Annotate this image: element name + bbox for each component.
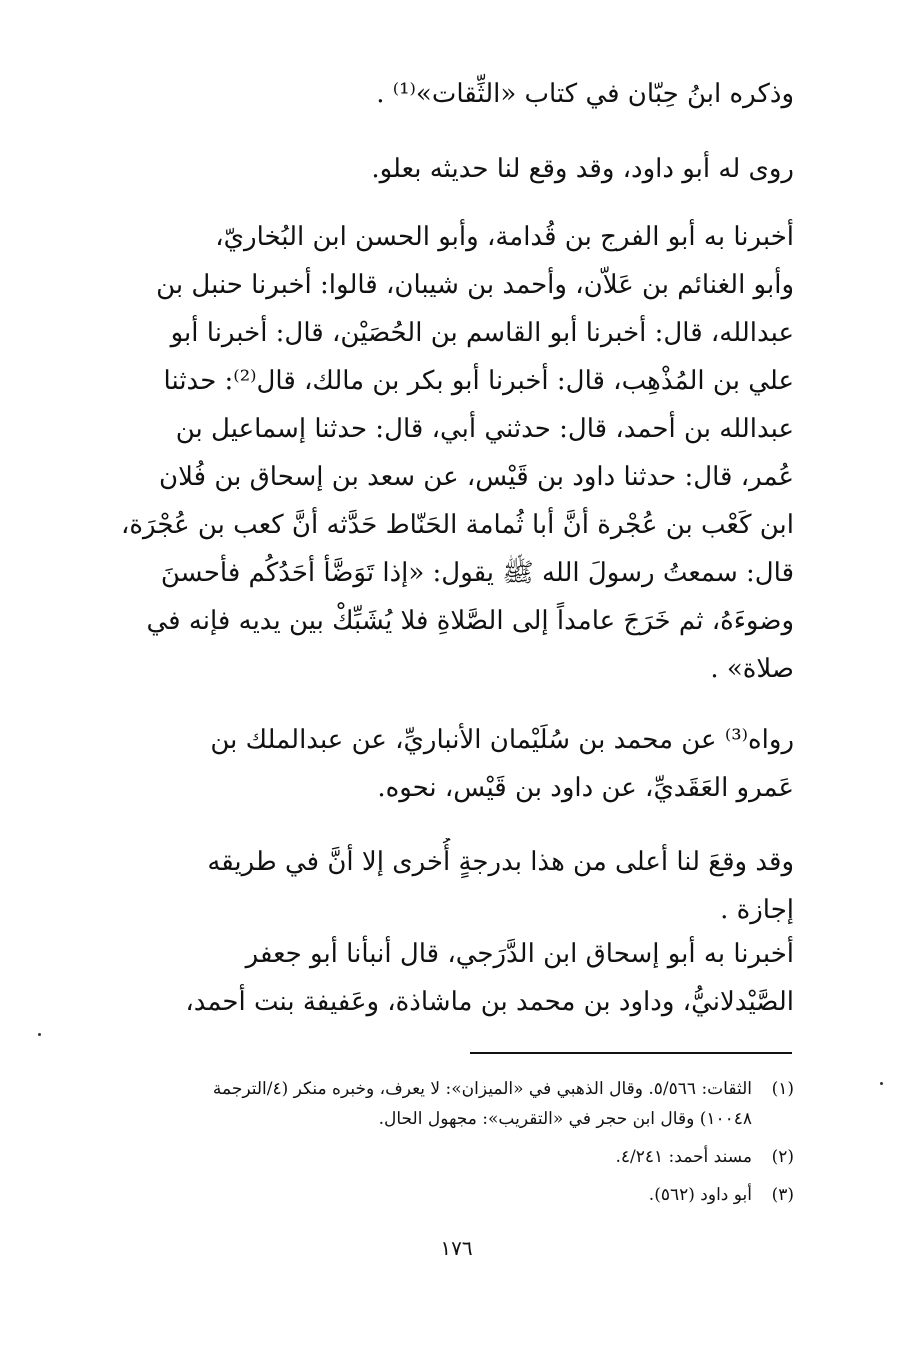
footnote-1 [80,1074,794,1134]
footnote-separator [470,1052,792,1054]
paragraph-6 [78,930,794,1026]
text-line: ابن كَعْب بن عُجْرة أنَّ أبا ثُمامة الحَنّاط حَدَّثه أنَّ كعب بن عُجْرَة، [120,510,794,540]
text-line: عبدالله بن أحمد، قال: حدثني أبي، قال: حدثنا إسماعيل بن [175,414,794,444]
scan-speck [38,1033,41,1036]
footnotes [80,1074,794,1210]
text-line: أخبرنا به أبو الفرج بن قُدامة، وأبو الحسن ابن البُخاريّ، [215,222,794,252]
footnote-number: (١) [771,1079,794,1099]
text-line: روى له أبو داود، وقد وقع لنا حديثه بعلو. [371,154,794,184]
text-line: وذكره ابنُ حِبّان في كتاب «الثِّقات»⁽¹⁾ . [376,79,794,109]
scan-speck [880,1082,883,1085]
paragraph-3-isnad [78,213,794,693]
paragraph-2 [78,145,794,193]
footnote-text: ١٠٠٤٨) وقال ابن حجر في «التقريب»: مجهول الحال. [378,1109,752,1129]
footnote-number: (٢) [771,1147,794,1167]
footnote-2 [80,1142,794,1172]
footnote-text: مسند أحمد: ٤/٢٤١. [615,1147,752,1167]
text-line: صلاة» . [710,654,794,684]
text-line: قال: سمعتُ رسولَ الله ﷺ يقول: «إذا تَوَضَّأ أحَدُكُم فأحسنَ [160,558,794,588]
text-line: الصَّيْدلانيُّ، وداود بن محمد بن ماشاذة، وعَفيفة بنت أحمد، [185,987,794,1017]
text-line: عبدالله، قال: أخبرنا أبو القاسم بن الحُصَيْن، قال: أخبرنا أبو [170,318,794,348]
page-number: ١٧٦ [440,1236,473,1260]
paragraph-5 [78,838,794,934]
text-line: إجازة . [720,895,794,925]
text-line: وأبو الغنائم بن عَلاّن، وأحمد بن شيبان، قالوا: أخبرنا حنبل بن [156,270,794,300]
text-line: عُمر، قال: حدثنا داود بن قَيْس، عن سعد بن إسحاق بن فُلان [159,462,794,492]
text-line: وضوءَهُ، ثم خَرَجَ عامداً إلى الصَّلاةِ فلا يُشَبِّكْ بين يديه فإنه في [146,606,794,636]
text-line: رواه⁽³⁾ عن محمد بن سُلَيْمان الأنباريِّ، عن عبدالملك بن [210,725,794,755]
footnote-text: الثقات: ٥/٥٦٦. وقال الذهبي في «الميزان»: لا يعرف، وخبره منكر (٤/الترجمة [212,1079,752,1099]
text-line: أخبرنا به أبو إسحاق ابن الدَّرَجي، قال أنبأنا أبو جعفر [245,939,794,969]
text-line: وقد وقعَ لنا أعلى من هذا بدرجةٍ أُخرى إلا أنَّ في طريقه [207,847,794,877]
text-line: علي بن المُذْهِب، قال: أخبرنا أبو بكر بن مالك، قال⁽²⁾: حدثنا [163,366,794,396]
paragraph-4 [78,716,794,812]
footnote-3 [80,1180,794,1210]
footnote-number: (٣) [771,1185,794,1205]
text-line: عَمرو العَقَديِّ، عن داود بن قَيْس، نحوه. [377,773,794,803]
paragraph-1 [78,70,794,118]
footnote-text: أبو داود (٥٦٢). [648,1185,752,1205]
